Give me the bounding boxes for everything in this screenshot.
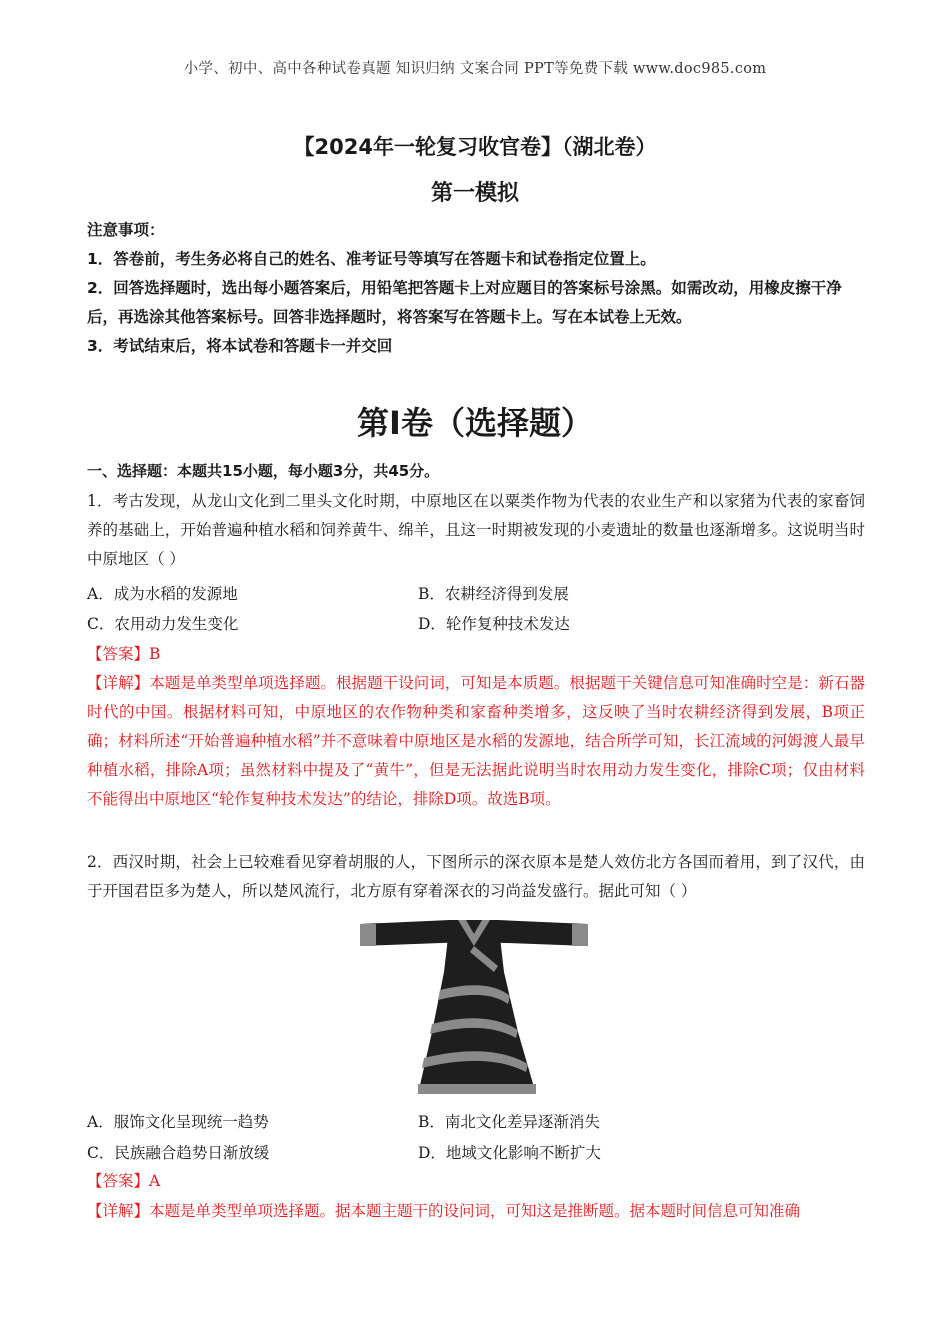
notice-item-2: 2．回答选择题时，选出每小题答案后，用铅笔把答题卡上对应题目的答案标号涂黑。如需改动，用橡皮擦干净后，再选涂其他答案标号。回答非选择题时，将答案写在答题卡上。写在本试卷上无效。 [87,279,842,326]
question-1-option-b: B．农耕经济得到发展 [418,585,569,603]
shenyi-robe-figure [358,912,590,1100]
question-1-option-a: A．成为水稻的发源地 [87,585,238,603]
exam-subtitle: 第一模拟 [430,181,519,206]
question-1-stem: 1．考古发现，从龙山文化到二里头文化时期，中原地区在以粟类作物为代表的农业生产和以家猪为代表的家畜饲养的基础上，开始普遍种植水稻和饲养黄牛、绵羊，且这一时期被发现的小麦遗址的数量也逐渐增多。这说明当时中原地区（ ） [87,492,865,568]
question-2-option-c: C．民族融合趋势日渐放缓 [87,1144,270,1162]
question-2-stem: 2．西汉时期，社会上已较难看见穿着胡服的人，下图所示的深衣原本是楚人效仿北方各国而着用，到了汉代，由于开国君臣多为楚人，所以楚风流行，北方原有穿着深衣的习尚益发盛行。据此可知（ ） [87,853,865,900]
notice-heading: 注意事项： [87,221,165,239]
section-title: 第Ⅰ卷（选择题） [357,404,593,442]
question-1-answer: 【答案】B [87,645,161,663]
notice-item-3: 3．考试结束后，将本试卷和答题卡一并交回 [87,337,393,355]
question-2-option-a: A．服饰文化呈现统一趋势 [87,1113,269,1131]
page-header: 小学、初中、高中各种试卷真题 知识归纳 文案合同 PPT等免费下载 www.doc985.com [183,61,767,77]
question-2-explanation: 【详解】本题是单类型单项选择题。据本题主题干的设问词，可知这是推断题。据本题时间信息可知准确 [87,1202,801,1220]
question-1-option-d: D．轮作复种技术发达 [418,615,570,633]
question-1-explanation: 【详解】本题是单类型单项选择题。根据题干设问词，可知是本质题。根据题干关键信息可知准确时空是：新石器时代的中国。根据材料可知，中原地区的农作物种类和家畜种类增多，这反映了当时农耕经济得到发展，B项正确；材料所述“开始普遍种植水稻”并不意味着中原地区是水稻的发源地，结合所学可知，长江流域的河姆渡人最早种植水稻，排除A项；虽然材料中提及了“黄牛”，但是无法据此说明当时农用动力发生变化，排除C项；仅由材料不能得出中原地区“轮作复种技术发达”的结论，排除D项。故选B项。 [87,674,865,808]
question-1-option-c: C．农用动力发生变化 [87,615,239,633]
question-2-option-d: D．地域文化影响不断扩大 [418,1144,601,1162]
section-intro: 一、选择题：本题共15小题，每小题3分，共45分。 [87,462,440,480]
question-2-answer: 【答案】A [87,1172,161,1190]
notice-item-1: 1．答卷前，考生务必将自己的姓名、准考证号等填写在答题卡和试卷指定位置上。 [87,250,656,268]
exam-title: 【2024年一轮复习收官卷】（湖北卷） [293,135,657,159]
question-2-option-b: B．南北文化差异逐渐消失 [418,1113,600,1131]
